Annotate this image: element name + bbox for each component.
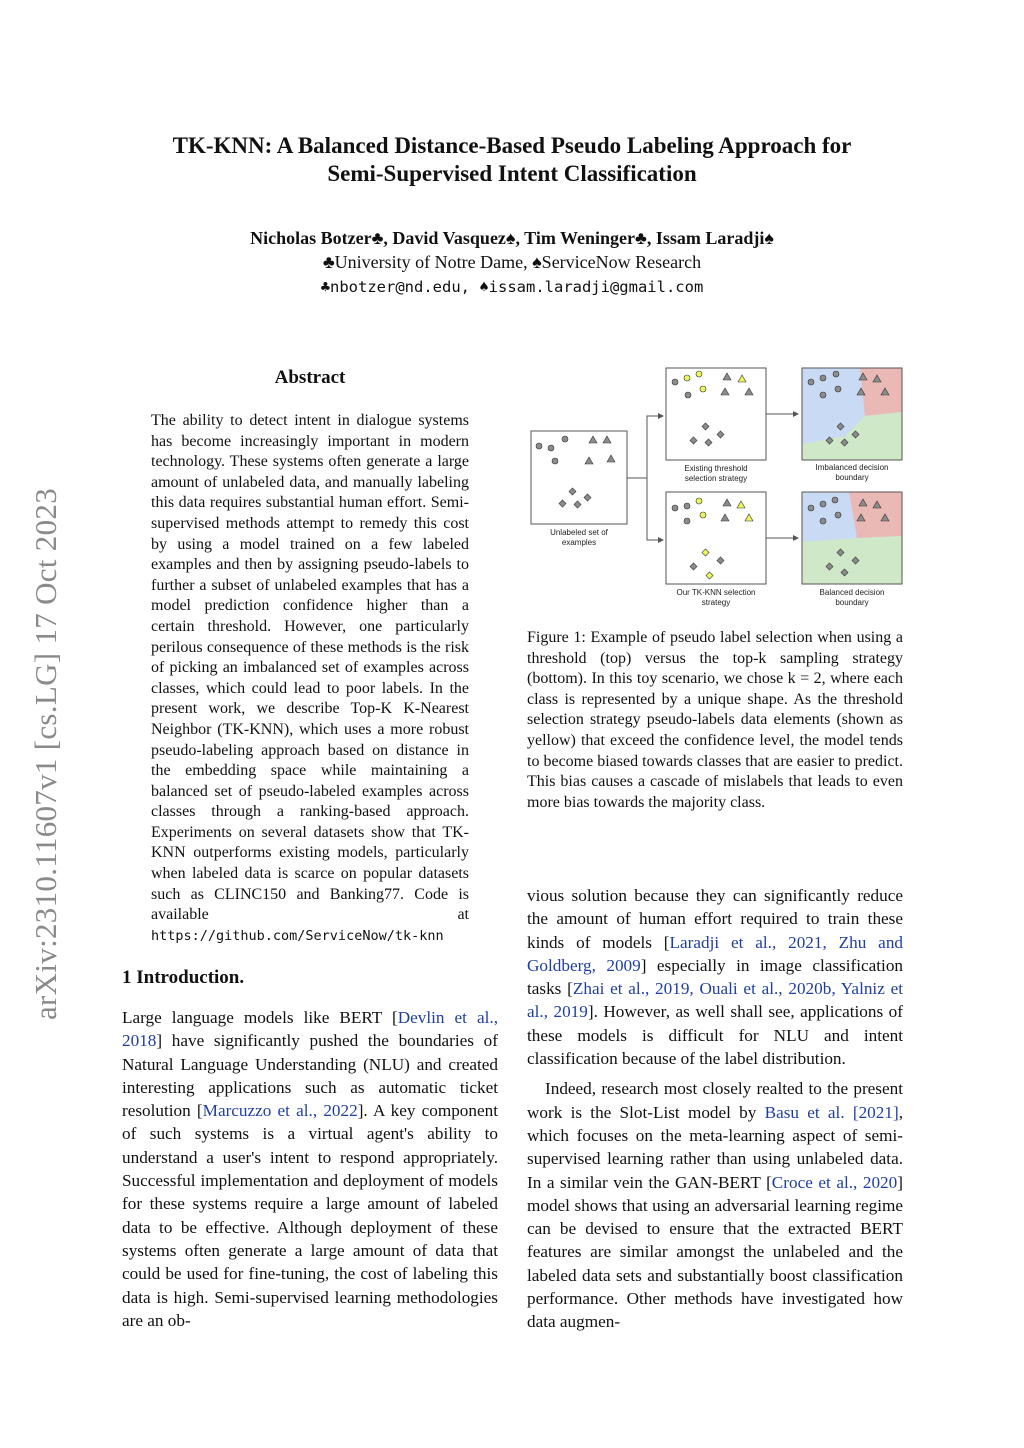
imbalanced-label-2: boundary: [835, 473, 869, 482]
threshold-label-1: Existing threshold: [684, 464, 748, 473]
intro-text-b: ] have significantly pushed the boundaries of Natural Language Understanding (NLU) and created interesting applications such as automatic ticket resolution [: [122, 1031, 498, 1121]
abstract-body: [151, 411, 469, 946]
abstract-text: The ability to detect intent in dialogue systems has become increasingly important in modern technology. These systems often generate a large amount of unlabeled data, and manually labeling this data requires substantial human effort. Semi-supervised methods attempt to remedy this cost by using a model trained on a few labeled examples and then by assigning pseudo-labels to further a subset of unlabeled examples that has a model prediction confidence higher than a certain threshold. However, one particularly perilous consequence of these methods is the risk of picking an imbalanced set of examples across classes, which could lead to poor labels. In the present work, we describe Top-K K-Nearest Neighbor (TK-KNN), which uses a more robust pseudo-labeling approach based on distance in the embedding space while maintaining a balanced set of pseudo-labeled examples across classes through a ranking-based approach. Experiments on several datasets show that TK-KNN outperforms existing models, particularly when labeled data is scarce on popular datasets such as CLINC150 and Banking77. Code is available at: [151, 412, 469, 924]
right-p2-text-c: ] model shows that using an adversarial learning regime can be devised to ensure that the extracted BERT features are similar amongst the unlabeled and the labeled data sets and substantially boost classification performance. Other methods have investigated how data augmen-: [527, 1172, 903, 1332]
code-link[interactable]: https://github.com/ServiceNow/tk-knn: [151, 927, 444, 944]
threshold-box: [666, 368, 766, 460]
right-p1-text-b: ] especially in image classification tasks [: [527, 955, 904, 999]
paper-title: [100, 132, 924, 188]
figure-1-caption: Figure 1: Example of pseudo label selection when using a threshold (top) versus the top-k sampling strategy (bottom). In this toy scenario, we chose k = 2, where each class is represented by a unique shape. As the threshold selection strategy pseudo-labels data elements (shown as yellow) that exceed the confidence level, the model tends to become biased towards classes that are easier to predict. This bias causes a cascade of mislabels that leads to even more bias towards the majority class.: [527, 629, 903, 811]
right-column-text: [527, 884, 903, 1334]
author-emails: ♣nbotzer@nd.edu, ♠issam.laradji@gmail.com: [320, 278, 704, 296]
citation-devlin[interactable]: Devlin et al., 2018: [122, 1008, 498, 1051]
tkknn-box: [666, 492, 766, 584]
title-line-1: TK-KNN: A Balanced Distance-Based Pseudo Labeling Approach for: [172, 133, 852, 158]
arrow-to-tkknn: [627, 478, 663, 540]
citation-basu[interactable]: Basu et al. [2021]: [764, 1102, 899, 1122]
unlabeled-label-2: examples: [561, 538, 597, 547]
arrow-to-threshold: [627, 416, 663, 478]
citation-croce[interactable]: Croce et al., 2020: [771, 1172, 898, 1192]
balanced-label-2: boundary: [835, 598, 869, 607]
intro-paragraph: [122, 1006, 498, 1332]
title-line-2: Semi-Supervised Intent Classification: [327, 161, 697, 186]
threshold-label-2: selection strategy: [684, 474, 748, 483]
abstract-heading: Abstract: [274, 367, 346, 388]
balanced-label-1: Balanced decision: [819, 588, 885, 597]
arxiv-stamp: [26, 454, 66, 1054]
unlabeled-label-1: Unlabeled set of: [550, 528, 608, 537]
right-p1-text-c: ]. However, as well shall see, applications of these models is difficult for NLU and intent classification because of the label distribution.: [527, 1002, 903, 1069]
tkknn-label-2: strategy: [701, 598, 731, 607]
right-paragraph-2: [527, 1077, 903, 1333]
imbalanced-box: [802, 368, 902, 460]
author-list: Nicholas Botzer♣, David Vasquez♠, Tim Weninger♣, Issam Laradji♠: [250, 228, 774, 248]
intro-text-c: ]. A key component of such systems is a virtual agent's ability to understand a user's intent to respond appropriately. Successful implementation and deployment of models for these systems require a large amount of labeled data to be effective. Although deployment of these systems often generate a large amount of data that could be used for fine-tuning, the cost of labeling this data is high. Semi-supervised learning methodologies are an ob-: [122, 1101, 498, 1330]
tkknn-label-1: Our TK-KNN selection: [676, 588, 756, 597]
right-p1-text-a: vious solution because they can significantly reduce the amount of human effort required to train these kinds of models [: [527, 886, 903, 952]
right-p2-text-a: Indeed, research most closely realted to the present work is the Slot-List model by: [527, 1079, 903, 1122]
citation-laradji-zhu[interactable]: Laradji et al., 2021, Zhu and Goldberg, 2009: [527, 932, 904, 975]
right-p2-text-b: , which focuses on the meta-learning aspect of semi-supervised learning rather than using unlabeled data. In a similar vein the GAN-BERT [: [527, 1102, 903, 1192]
section-1-heading: 1 Introduction.: [122, 967, 245, 988]
imbalanced-label-1: Imbalanced decision: [815, 463, 889, 472]
unlabeled-box: [531, 431, 627, 524]
citation-zhai-ouali-yalniz[interactable]: Zhai et al., 2019, Ouali et al., 2020b, Yalniz et al., 2019: [527, 979, 904, 1022]
affiliations: ♣University of Notre Dame, ♠ServiceNow Research: [322, 252, 702, 272]
right-paragraph-1: [527, 884, 903, 1070]
intro-text-a: Large language models like BERT [: [122, 1008, 398, 1027]
arxiv-stamp-text: arXiv:2310.11607v1 [cs.LG] 17 Oct 2023: [28, 488, 63, 1020]
balanced-box: [802, 492, 902, 584]
figure-1: [527, 362, 907, 614]
figure-1-diagram: [527, 362, 907, 614]
citation-marcuzzo[interactable]: Marcuzzo et al., 2022: [202, 1101, 358, 1121]
